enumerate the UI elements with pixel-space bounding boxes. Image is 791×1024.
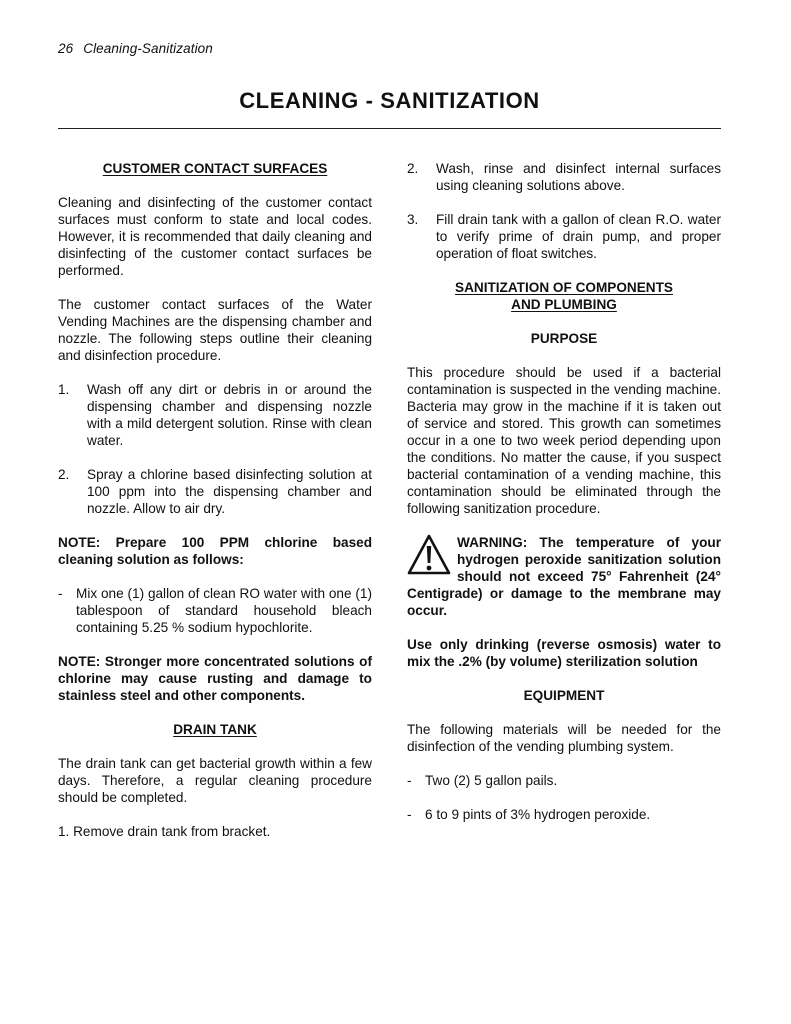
step-text: Spray a chlorine based disinfecting solution at 100 ppm into the dispensing chamber and nozzle. Allow to air dry. [87,467,372,516]
bullet-dash: - [407,773,412,788]
page-number: 26 [58,41,74,56]
list-item [58,585,372,636]
warning-block [407,534,721,619]
step-number: 2. [407,161,419,176]
page-title: CLEANING - SANITIZATION [239,88,540,113]
list-item [407,211,721,262]
step-number: 2. [58,467,70,482]
list-item [58,466,372,517]
purpose-para: This procedure should be used if a bacterial contamination is suspected in the vending machine. Bacteria may grow in the machine if it is taken out of service and stored. This growth can sometimes occur in a one to two week period depending upon the conditions. No matter the cause, if you suspect bacterial contamination of a vending machine, this contamination should be eliminated through the following sanitization procedure. [407,365,721,516]
list-item [407,772,721,789]
equipment-para: The following materials will be needed for the disinfection of the vending plumbing system. [407,722,721,754]
sanitization-heading-line-2: AND PLUMBING [511,297,617,312]
water-note: Use only drinking (reverse osmosis) water to mix the .2% (by volume) sterilization solution [407,637,721,669]
equipment-item: 6 to 9 pints of 3% hydrogen peroxide. [425,807,651,822]
bullet-dash: - [58,586,63,601]
warning-triangle-icon [407,534,453,578]
step-text: Wash, rinse and disinfect internal surfaces using cleaning solutions above. [436,161,721,193]
drain-tank-heading: DRAIN TANK [173,722,257,737]
step-text: Wash off any dirt or debris in or around the dispensing chamber and dispensing nozzle with a mild detergent solution. Rinse with clean water. [87,382,372,448]
left-column [58,160,372,840]
list-item [58,381,372,449]
note-stronger-solutions: NOTE: Stronger more concentrated solutions of chlorine may cause rusting and damage to stainless steel and other components. [58,654,372,703]
list-item [407,806,721,823]
customer-contact-para-2: The customer contact surfaces of the Water Vending Machines are the dispensing chamber and nozzle. The following steps outline their cleaning and disinfection procedure. [58,297,372,363]
equipment-item: Two (2) 5 gallon pails. [425,773,558,788]
bullet-dash: - [407,807,412,822]
right-column [407,160,721,823]
note-chlorine-prep: NOTE: Prepare 100 PPM chlorine based cleaning solution as follows: [58,535,372,567]
step-text: Fill drain tank with a gallon of clean R.O. water to verify prime of drain pump, and proper operation of float switches. [436,212,721,261]
title-divider [58,128,721,129]
step-number: 1. [58,382,70,397]
list-item [407,160,721,194]
drain-tank-para: The drain tank can get bacterial growth within a few days. Therefore, a regular cleaning procedure should be completed. [58,756,372,805]
running-header [58,41,213,56]
customer-contact-heading: CUSTOMER CONTACT SURFACES [102,161,328,176]
drain-tank-step-1: 1. Remove drain tank from bracket. [58,824,271,839]
step-number: 3. [407,212,419,227]
equipment-heading: EQUIPMENT [523,688,605,703]
sanitization-heading-line-1: SANITIZATION OF COMPONENTS [455,280,673,295]
section-name: Cleaning-Sanitization [83,41,213,56]
warning-text: WARNING: The temperature of your hydrogen peroxide sanitization solution should not exceed 75° Fahrenheit (24° Centigrade) or damage to the membrane may occur. [407,535,721,618]
purpose-heading: PURPOSE [530,331,598,346]
customer-contact-para-1: Cleaning and disinfecting of the customer contact surfaces must conform to state and local codes. However, it is recommended that daily cleaning and disinfecting of the customer contact surfaces be performed. [58,195,372,278]
bleach-mix-instruction: Mix one (1) gallon of clean RO water with one (1) tablespoon of standard household bleach containing 5.25 % sodium hypochlorite. [76,586,372,635]
